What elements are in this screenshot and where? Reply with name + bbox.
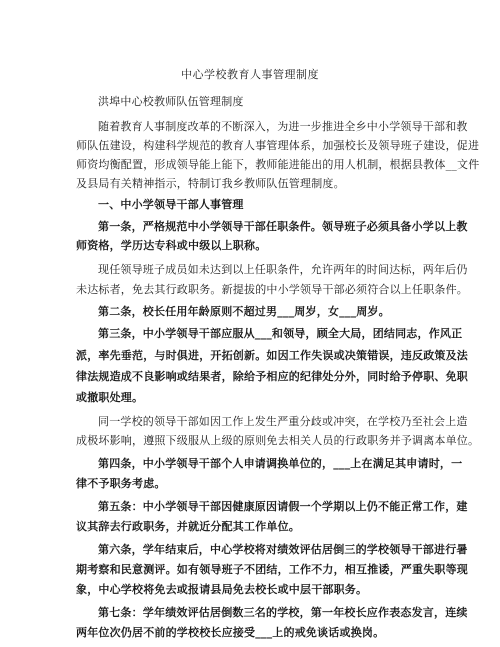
paragraph-line: 成极坏影响，遵照下级服从上级的原则免去相关人员的行政职务并予调离本单位。: [76, 434, 480, 447]
paragraph-line: 师队伍建设，构建科学规范的教育人事管理体系，加强校长及领导班子建设，促进: [76, 139, 480, 152]
article-line: 第五条：中小学领导干部因健康原因请假一个学期以上仍不能正常工作，建: [98, 500, 468, 513]
document-title: 中心学校教育人事管理制度: [181, 68, 319, 81]
article-line: 第六条，学年结束后，中心学校将对绩效评估居倒三的学校领导干部进行暑: [98, 543, 468, 556]
article-line: 两年位次仍居不前的学校校长应接受___上的戒免谈话或换岗。: [76, 626, 385, 639]
article-line: 第四条，中小学领导干部个人申请调换单位的，___上在满足其申请时，一: [98, 457, 463, 470]
article-line: 第二条，校长任用年龄原则不超过男___周岁，女___周岁。: [98, 305, 390, 318]
article-line: 律法规造成不良影响或结果者，除给予相应的纪律处分外，同时给予停职、免职: [76, 370, 468, 383]
article-line: 第七条：学年绩效评估居倒数三名的学校，第一年校长应作表态发言，连续: [98, 606, 468, 619]
paragraph-line: 同一学校的领导干部如因工作上发生严重分歧或冲突，在学校乃至社会上造: [98, 415, 468, 428]
article-line: 律不予职务考虑。: [76, 477, 166, 490]
article-line: 第一条，严格规范中小学领导干部任职条件。领导班子必须具备小学以上教: [98, 220, 468, 233]
article-line: 派，率先垂范，与时俱进，开拓创新。如因工作失误或决策错误，违反政策及法: [76, 349, 468, 362]
paragraph-line: 未达标者，免去其行政职务。新提拔的中小学领导干部必须符合以上任职条件。: [76, 283, 468, 296]
article-line: 师资格，学历达专科或中级以上职称。: [76, 239, 267, 252]
section-heading: 一、中小学领导干部人事管理: [98, 198, 244, 211]
article-line: 或撤职处理。: [76, 391, 144, 404]
paragraph-line: 随着教育人事制度改革的不断深入，为进一步推进全乡中小学领导干部和教: [98, 120, 468, 133]
paragraph-line: 及县局有关精神指示，特制订我乡教师队伍管理制度。: [76, 177, 345, 190]
article-line: 期考察和民意测评。如有领导班子不团结，工作不力，相互推诿，严重失职等现: [76, 563, 468, 576]
subtitle: 洪埠中心校教师队伍管理制度: [98, 95, 244, 108]
article-line: 议其辞去行政职务，并就近分配其工作单位。: [76, 520, 300, 533]
paragraph-line: 现任领导班子成员如未达到以上任职条件，允许两年的时间达标，两年后仍: [98, 263, 468, 276]
article-line: 象，中心学校将免去或报请县局免去校长或中层干部职务。: [76, 583, 368, 596]
article-line: 第三条，中小学领导干部应服从___和领导，顾全大局，团结同志，作风正: [98, 327, 463, 340]
paragraph-line: 师资均衡配置，形成领导能上能下，教师能进能出的用人机制，根据县教体__文件: [76, 158, 480, 171]
